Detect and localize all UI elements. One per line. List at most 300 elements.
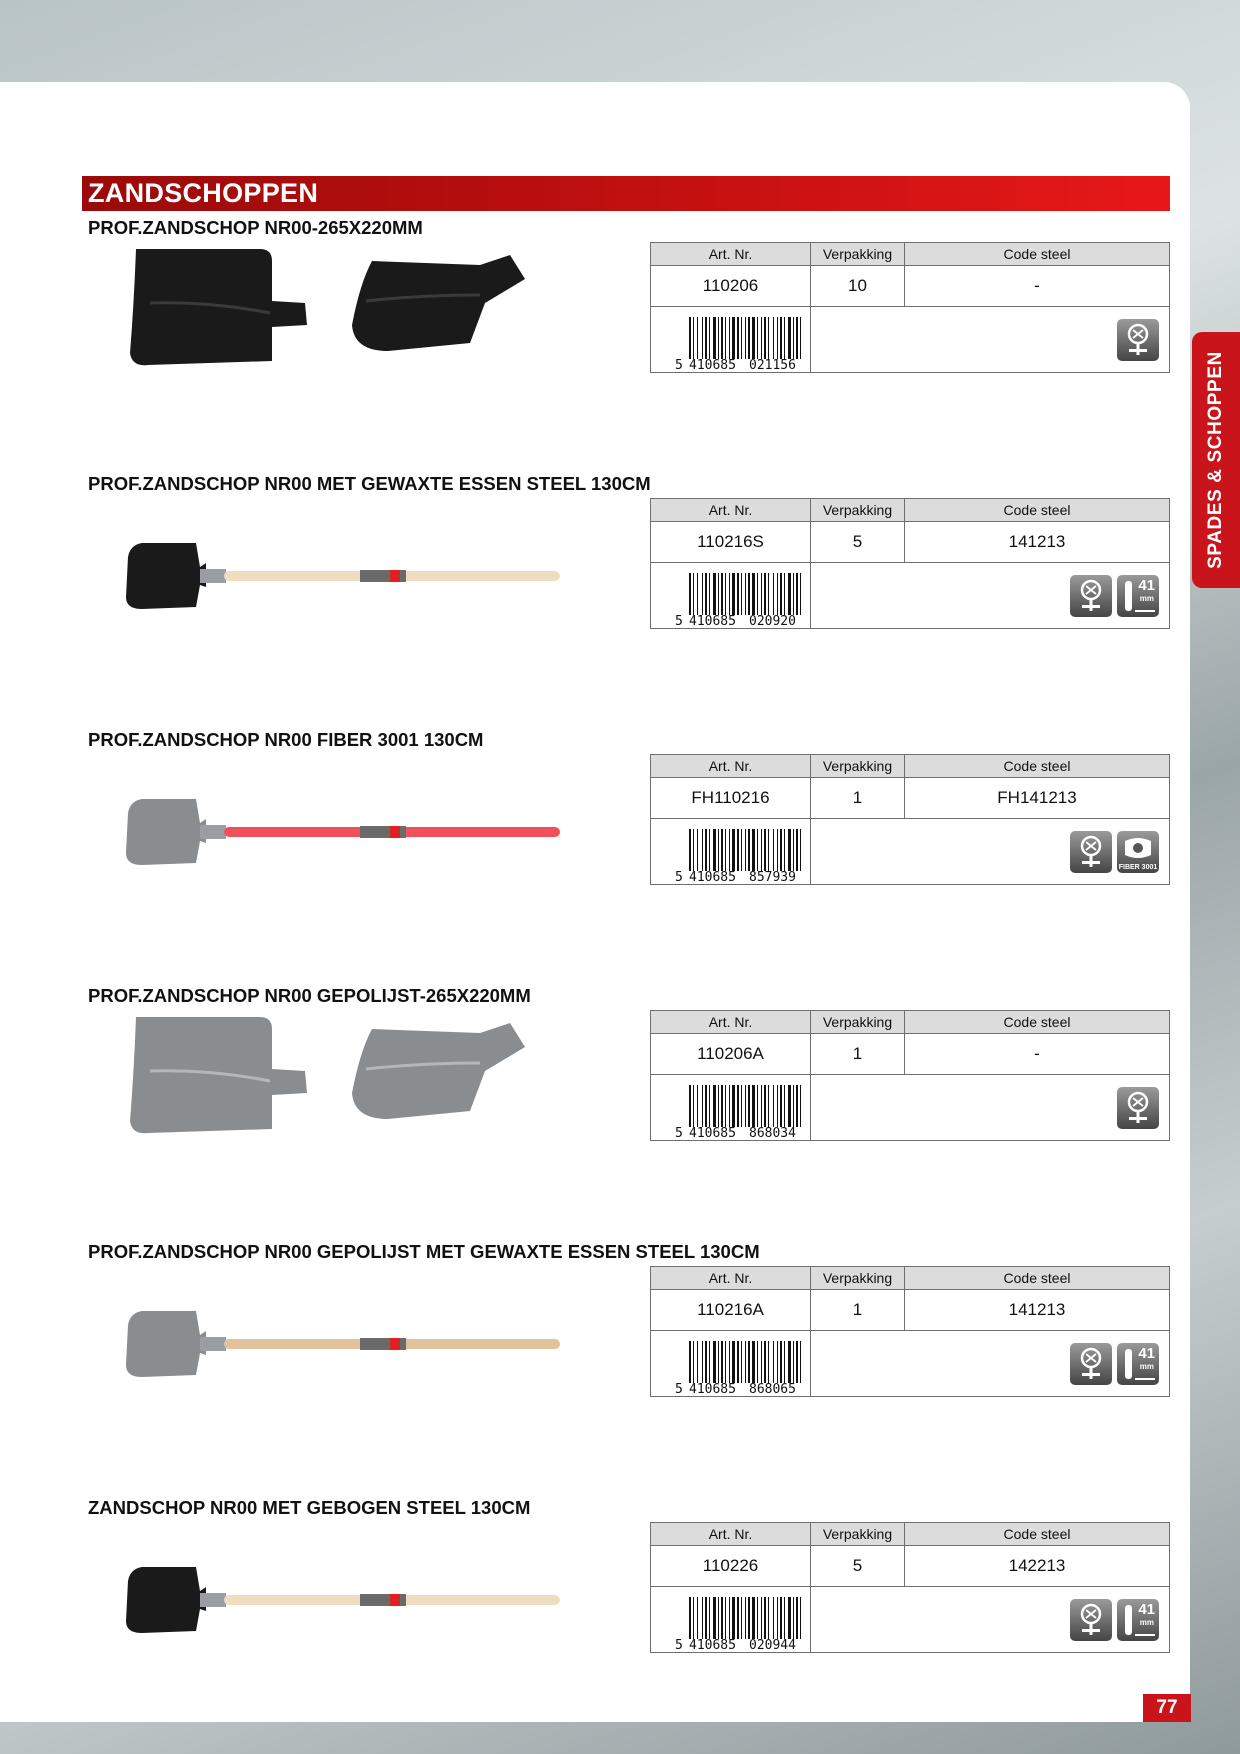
diameter-unit: mm bbox=[1139, 593, 1154, 603]
barcode-bar bbox=[741, 1597, 742, 1639]
shovel-socket bbox=[200, 569, 226, 583]
barcode-bar bbox=[773, 1085, 774, 1127]
art-nr-value: 110206A bbox=[651, 1034, 811, 1075]
art-nr-value: 110216A bbox=[651, 1290, 811, 1331]
barcode-bar bbox=[721, 1341, 723, 1383]
barcode-bar bbox=[757, 1341, 758, 1383]
barcode-bar bbox=[773, 1341, 774, 1383]
barcode-bar bbox=[697, 1597, 698, 1639]
barcode-bar bbox=[702, 1341, 703, 1383]
barcode-bar bbox=[757, 317, 758, 359]
barcode bbox=[651, 563, 811, 629]
code-steel-value: - bbox=[905, 266, 1170, 307]
spec-header-row bbox=[651, 755, 1170, 778]
category-side-tab[interactable] bbox=[1192, 332, 1240, 588]
barcode-bar bbox=[748, 317, 750, 359]
barcode-bar bbox=[796, 573, 798, 615]
spec-header-row bbox=[651, 243, 1170, 266]
barcode-bar bbox=[757, 829, 758, 871]
barcode-bar bbox=[773, 1597, 774, 1639]
steel-hook-icon bbox=[1070, 831, 1112, 873]
diameter-unit: mm bbox=[1139, 1617, 1154, 1627]
barcode-bar bbox=[784, 573, 785, 615]
barcode-bar bbox=[689, 573, 691, 615]
spec-table bbox=[650, 1266, 1170, 1397]
barcode-bar bbox=[761, 1085, 762, 1127]
barcode-bar bbox=[780, 573, 782, 615]
barcode-bar bbox=[709, 1597, 710, 1639]
product-title: PROF.ZANDSCHOP NR00 GEPOLIJST-265X220MM bbox=[88, 985, 531, 1006]
barcode-bar bbox=[693, 829, 694, 871]
shovel-socket bbox=[200, 825, 226, 839]
barcode-bar bbox=[689, 1085, 691, 1127]
shovel-blade-angled bbox=[352, 1023, 525, 1119]
barcode-bar bbox=[780, 829, 782, 871]
barcode-bar bbox=[725, 1341, 726, 1383]
art-nr-value: 110206 bbox=[651, 266, 811, 307]
barcode-bar bbox=[748, 1085, 750, 1127]
product-title: PROF.ZANDSCHOP NR00 MET GEWAXTE ESSEN STEEL 130CM bbox=[88, 473, 651, 494]
ean-first-digit: 5 bbox=[675, 870, 683, 884]
barcode-bar bbox=[757, 573, 758, 615]
barcode-bar bbox=[725, 1085, 726, 1127]
product-block bbox=[0, 729, 1190, 959]
ean-left-group: 410685 bbox=[689, 1126, 736, 1140]
barcode-bar bbox=[780, 1341, 782, 1383]
header-verpakking: Verpakking bbox=[811, 1523, 905, 1546]
barcode-bar bbox=[725, 317, 726, 359]
barcode-bar bbox=[725, 573, 726, 615]
barcode-bar bbox=[768, 1597, 769, 1639]
barcode-bar bbox=[777, 573, 778, 615]
barcode-bar bbox=[693, 1597, 694, 1639]
header-verpakking: Verpakking bbox=[811, 1267, 905, 1290]
spec-table bbox=[650, 1522, 1170, 1653]
barcode-bar bbox=[741, 573, 742, 615]
barcode-bar bbox=[745, 1341, 746, 1383]
barcode-bar bbox=[768, 1085, 769, 1127]
barcode-bar bbox=[713, 829, 716, 871]
barcode-row bbox=[651, 1075, 1170, 1141]
barcode-bar bbox=[737, 1085, 739, 1127]
barcode-bar bbox=[729, 573, 730, 615]
barcode bbox=[651, 819, 811, 885]
ean-left-group: 410685 bbox=[689, 358, 736, 372]
header-code-steel: Code steel bbox=[905, 1267, 1170, 1290]
barcode-bar bbox=[737, 317, 739, 359]
section-title: ZANDSCHOPPEN bbox=[82, 176, 1170, 211]
spec-header-row bbox=[651, 1267, 1170, 1290]
shovel-blade bbox=[126, 1311, 206, 1377]
product-block bbox=[0, 1241, 1190, 1471]
barcode-bar bbox=[709, 1085, 710, 1127]
barcode-bar bbox=[709, 573, 710, 615]
spec-value-row bbox=[651, 778, 1170, 819]
header-art-nr: Art. Nr. bbox=[651, 499, 811, 522]
barcode-bar bbox=[777, 1597, 778, 1639]
barcode-bar bbox=[748, 573, 750, 615]
barcode-bar bbox=[764, 829, 766, 871]
steel-hook-icon bbox=[1117, 319, 1159, 361]
diameter-icon bbox=[1117, 575, 1159, 617]
barcode-bar bbox=[741, 1341, 742, 1383]
barcode-bar bbox=[689, 829, 691, 871]
barcode-bar bbox=[741, 1085, 742, 1127]
barcode-bar bbox=[764, 317, 766, 359]
barcode-bar bbox=[784, 1085, 785, 1127]
art-nr-value: 110226 bbox=[651, 1546, 811, 1587]
verpakking-value: 5 bbox=[811, 1546, 905, 1587]
barcode-row bbox=[651, 819, 1170, 885]
spec-header-row bbox=[651, 1011, 1170, 1034]
barcode-bar bbox=[745, 573, 746, 615]
barcode bbox=[651, 307, 811, 373]
barcode-bar bbox=[768, 829, 769, 871]
ean-left-group: 410685 bbox=[689, 1382, 736, 1396]
header-verpakking: Verpakking bbox=[811, 243, 905, 266]
barcode-bar bbox=[697, 573, 698, 615]
product-image[interactable] bbox=[120, 515, 570, 655]
spec-value-row bbox=[651, 1290, 1170, 1331]
barcode-bar bbox=[705, 1341, 707, 1383]
code-steel-value: 141213 bbox=[905, 522, 1170, 563]
barcode-row bbox=[651, 1587, 1170, 1653]
barcode-bar bbox=[800, 1341, 801, 1383]
barcode-bar bbox=[784, 829, 785, 871]
barcode-bar bbox=[768, 1341, 769, 1383]
barcode-bar bbox=[800, 573, 801, 615]
product-title: PROF.ZANDSCHOP NR00 GEPOLIJST MET GEWAXTE ESSEN STEEL 130CM bbox=[88, 1241, 760, 1262]
diameter-unit: mm bbox=[1139, 1361, 1154, 1371]
barcode-bar bbox=[697, 1085, 698, 1127]
code-steel-value: 141213 bbox=[905, 1290, 1170, 1331]
barcode-bar bbox=[732, 1597, 735, 1639]
barcode-bar bbox=[752, 1085, 755, 1127]
spec-header-row bbox=[651, 499, 1170, 522]
feature-icons bbox=[811, 1331, 1170, 1397]
feature-icons bbox=[811, 307, 1170, 373]
barcode-bar bbox=[702, 829, 703, 871]
barcode-bar bbox=[718, 573, 719, 615]
product-image[interactable] bbox=[120, 1283, 570, 1423]
verpakking-value: 1 bbox=[811, 778, 905, 819]
barcode-bar bbox=[764, 1597, 766, 1639]
shovel-blade bbox=[126, 543, 206, 609]
ean-first-digit: 5 bbox=[675, 1126, 683, 1140]
ean-first-digit: 5 bbox=[675, 358, 683, 372]
barcode-bar bbox=[689, 1597, 691, 1639]
barcode-bar bbox=[697, 317, 698, 359]
shovel-blade-front bbox=[130, 249, 307, 365]
barcode-bar bbox=[793, 1341, 794, 1383]
barcode-bar bbox=[697, 1341, 698, 1383]
barcode-bar bbox=[764, 573, 766, 615]
feature-icons bbox=[811, 1587, 1170, 1653]
barcode-bar bbox=[748, 829, 750, 871]
barcode-bar bbox=[721, 1085, 723, 1127]
barcode-bar bbox=[718, 317, 719, 359]
barcode-row bbox=[651, 307, 1170, 373]
barcode-bar bbox=[793, 1597, 794, 1639]
barcode-bar bbox=[713, 1597, 716, 1639]
barcode-bar bbox=[713, 317, 716, 359]
steel-hook-icon bbox=[1117, 1087, 1159, 1129]
barcode-bar bbox=[796, 1341, 798, 1383]
product-block bbox=[0, 473, 1190, 703]
barcode-bar bbox=[729, 1341, 730, 1383]
barcode-bar bbox=[757, 1085, 758, 1127]
side-tab-label: SPADES & SCHOPPEN bbox=[1205, 351, 1226, 569]
barcode-bar bbox=[796, 1085, 798, 1127]
barcode-bar bbox=[705, 317, 707, 359]
barcode-bar bbox=[761, 1597, 762, 1639]
shovel-socket bbox=[200, 1337, 226, 1351]
barcode-bar bbox=[709, 829, 710, 871]
barcode-bar bbox=[761, 317, 762, 359]
barcode-bar bbox=[718, 1085, 719, 1127]
barcode-bar bbox=[741, 829, 742, 871]
shovel-blade bbox=[126, 799, 206, 865]
product-block bbox=[0, 1497, 1190, 1727]
barcode-bar bbox=[702, 573, 703, 615]
barcode-bar bbox=[745, 317, 746, 359]
barcode-bar bbox=[761, 573, 762, 615]
barcode-bar bbox=[702, 317, 703, 359]
spec-table bbox=[650, 242, 1170, 373]
barcode-bar bbox=[793, 573, 794, 615]
barcode-bar bbox=[796, 829, 798, 871]
barcode-bar bbox=[745, 1085, 746, 1127]
feature-icons bbox=[811, 563, 1170, 629]
barcode bbox=[651, 1075, 811, 1141]
shovel-socket bbox=[200, 1593, 226, 1607]
barcode-bar bbox=[693, 1085, 694, 1127]
spec-table bbox=[650, 1010, 1170, 1141]
code-steel-value: 142213 bbox=[905, 1546, 1170, 1587]
barcode-bar bbox=[732, 573, 735, 615]
shovel-blade bbox=[126, 1567, 206, 1633]
barcode bbox=[651, 1587, 811, 1653]
ean-first-digit: 5 bbox=[675, 1382, 683, 1396]
barcode-bar bbox=[741, 317, 742, 359]
barcode-bar bbox=[768, 573, 769, 615]
barcode-bar bbox=[796, 1597, 798, 1639]
barcode-bar bbox=[725, 1597, 726, 1639]
barcode-bar bbox=[729, 829, 730, 871]
header-verpakking: Verpakking bbox=[811, 499, 905, 522]
barcode-bar bbox=[725, 829, 726, 871]
product-block bbox=[0, 985, 1190, 1215]
barcode-bar bbox=[788, 573, 791, 615]
barcode-bar bbox=[784, 1341, 785, 1383]
diameter-value: 41 bbox=[1138, 1344, 1155, 1362]
shovel-blade-front bbox=[130, 1017, 307, 1133]
barcode-row bbox=[651, 563, 1170, 629]
barcode-bar bbox=[800, 1597, 801, 1639]
product-image[interactable] bbox=[120, 771, 570, 911]
barcode-bar bbox=[705, 829, 707, 871]
verpakking-value: 1 bbox=[811, 1290, 905, 1331]
verpakking-value: 5 bbox=[811, 522, 905, 563]
barcode-bar bbox=[800, 829, 801, 871]
barcode-bar bbox=[729, 317, 730, 359]
barcode-bar bbox=[689, 317, 691, 359]
barcode-bar bbox=[689, 1341, 691, 1383]
handle-label-mark bbox=[390, 1594, 400, 1606]
spec-value-row bbox=[651, 1034, 1170, 1075]
barcode-bar bbox=[752, 1341, 755, 1383]
barcode-bar bbox=[721, 317, 723, 359]
code-steel-value: - bbox=[905, 1034, 1170, 1075]
header-code-steel: Code steel bbox=[905, 499, 1170, 522]
barcode-bar bbox=[732, 317, 735, 359]
handle-label-mark bbox=[390, 1338, 400, 1350]
barcode-bar bbox=[788, 317, 791, 359]
page-number: 77 bbox=[1143, 1694, 1191, 1722]
steel-hook-icon bbox=[1070, 1343, 1112, 1385]
barcode-bar bbox=[784, 1597, 785, 1639]
header-art-nr: Art. Nr. bbox=[651, 243, 811, 266]
ean-right-group: 021156 bbox=[749, 358, 796, 372]
barcode-bar bbox=[718, 829, 719, 871]
barcode-bar bbox=[745, 1597, 746, 1639]
barcode-bar bbox=[693, 1341, 694, 1383]
barcode-bar bbox=[737, 1597, 739, 1639]
ean-first-digit: 5 bbox=[675, 1638, 683, 1652]
product-title: ZANDSCHOP NR00 MET GEBOGEN STEEL 130CM bbox=[88, 1497, 531, 1518]
barcode-bar bbox=[702, 1597, 703, 1639]
barcode-bar bbox=[757, 1597, 758, 1639]
header-art-nr: Art. Nr. bbox=[651, 1267, 811, 1290]
barcode-bar bbox=[793, 829, 794, 871]
barcode-bar bbox=[752, 829, 755, 871]
barcode-bar bbox=[721, 1597, 723, 1639]
ean-right-group: 868034 bbox=[749, 1126, 796, 1140]
header-verpakking: Verpakking bbox=[811, 1011, 905, 1034]
barcode-bar bbox=[800, 1085, 801, 1127]
barcode-bar bbox=[777, 1085, 778, 1127]
verpakking-value: 1 bbox=[811, 1034, 905, 1075]
ean-right-group: 020944 bbox=[749, 1638, 796, 1652]
barcode-bar bbox=[748, 1597, 750, 1639]
barcode-bar bbox=[800, 317, 801, 359]
ean-first-digit: 5 bbox=[675, 614, 683, 628]
barcode-bar bbox=[773, 573, 774, 615]
barcode-bar bbox=[784, 317, 785, 359]
spec-table bbox=[650, 754, 1170, 885]
barcode-bar bbox=[764, 1085, 766, 1127]
diameter-icon bbox=[1117, 1343, 1159, 1385]
barcode-bar bbox=[780, 1085, 782, 1127]
feature-icons bbox=[811, 819, 1170, 885]
barcode-bar bbox=[721, 829, 723, 871]
art-nr-value: FH110216 bbox=[651, 778, 811, 819]
barcode-bar bbox=[693, 317, 694, 359]
spec-value-row bbox=[651, 522, 1170, 563]
product-image[interactable] bbox=[120, 243, 570, 383]
ean-left-group: 410685 bbox=[689, 1638, 736, 1652]
barcode-bar bbox=[780, 1597, 782, 1639]
handle-label-mark bbox=[390, 570, 400, 582]
barcode-bar bbox=[732, 1085, 735, 1127]
spec-value-row bbox=[651, 1546, 1170, 1587]
barcode-bar bbox=[705, 1597, 707, 1639]
diameter-icon bbox=[1117, 1599, 1159, 1641]
product-image[interactable] bbox=[120, 1011, 570, 1151]
barcode-bar bbox=[737, 1341, 739, 1383]
barcode-bar bbox=[748, 1341, 750, 1383]
header-code-steel: Code steel bbox=[905, 755, 1170, 778]
barcode-bar bbox=[693, 573, 694, 615]
product-image[interactable] bbox=[120, 1539, 570, 1679]
barcode bbox=[651, 1331, 811, 1397]
header-art-nr: Art. Nr. bbox=[651, 755, 811, 778]
verpakking-value: 10 bbox=[811, 266, 905, 307]
ean-left-group: 410685 bbox=[689, 614, 736, 628]
barcode-bar bbox=[702, 1085, 703, 1127]
spec-value-row bbox=[651, 266, 1170, 307]
art-nr-value: 110216S bbox=[651, 522, 811, 563]
barcode-bar bbox=[729, 1085, 730, 1127]
ean-left-group: 410685 bbox=[689, 870, 736, 884]
product-block bbox=[0, 217, 1190, 447]
barcode-bar bbox=[737, 829, 739, 871]
barcode-bar bbox=[761, 1341, 762, 1383]
diameter-value: 41 bbox=[1138, 576, 1155, 594]
barcode-bar bbox=[788, 1597, 791, 1639]
ean-right-group: 868065 bbox=[749, 1382, 796, 1396]
barcode-row bbox=[651, 1331, 1170, 1397]
header-art-nr: Art. Nr. bbox=[651, 1523, 811, 1546]
barcode-bar bbox=[788, 829, 791, 871]
barcode-bar bbox=[793, 1085, 794, 1127]
barcode-bar bbox=[777, 829, 778, 871]
barcode-bar bbox=[705, 573, 707, 615]
code-steel-value: FH141213 bbox=[905, 778, 1170, 819]
barcode-bar bbox=[768, 317, 769, 359]
steel-hook-icon bbox=[1070, 575, 1112, 617]
steel-hook-icon bbox=[1070, 1599, 1112, 1641]
barcode-bar bbox=[788, 1341, 791, 1383]
spec-header-row bbox=[651, 1523, 1170, 1546]
barcode-bar bbox=[705, 1085, 707, 1127]
barcode-bar bbox=[709, 1341, 710, 1383]
barcode-bar bbox=[793, 317, 794, 359]
barcode-bar bbox=[718, 1341, 719, 1383]
barcode-bar bbox=[752, 573, 755, 615]
barcode-bar bbox=[788, 1085, 791, 1127]
barcode-bar bbox=[697, 829, 698, 871]
feature-icons bbox=[811, 1075, 1170, 1141]
shovel-blade-angled bbox=[352, 255, 525, 351]
ean-right-group: 857939 bbox=[749, 870, 796, 884]
barcode-bar bbox=[777, 317, 778, 359]
barcode-bar bbox=[764, 1341, 766, 1383]
barcode-bar bbox=[737, 573, 739, 615]
barcode-bar bbox=[729, 1597, 730, 1639]
header-code-steel: Code steel bbox=[905, 243, 1170, 266]
barcode-bar bbox=[761, 829, 762, 871]
header-verpakking: Verpakking bbox=[811, 755, 905, 778]
barcode-bar bbox=[745, 829, 746, 871]
barcode-bar bbox=[732, 1341, 735, 1383]
handle-label-mark bbox=[390, 826, 400, 838]
barcode-bar bbox=[718, 1597, 719, 1639]
barcode-bar bbox=[709, 317, 710, 359]
barcode-bar bbox=[773, 829, 774, 871]
ean-right-group: 020920 bbox=[749, 614, 796, 628]
product-title: PROF.ZANDSCHOP NR00-265X220MM bbox=[88, 217, 423, 238]
